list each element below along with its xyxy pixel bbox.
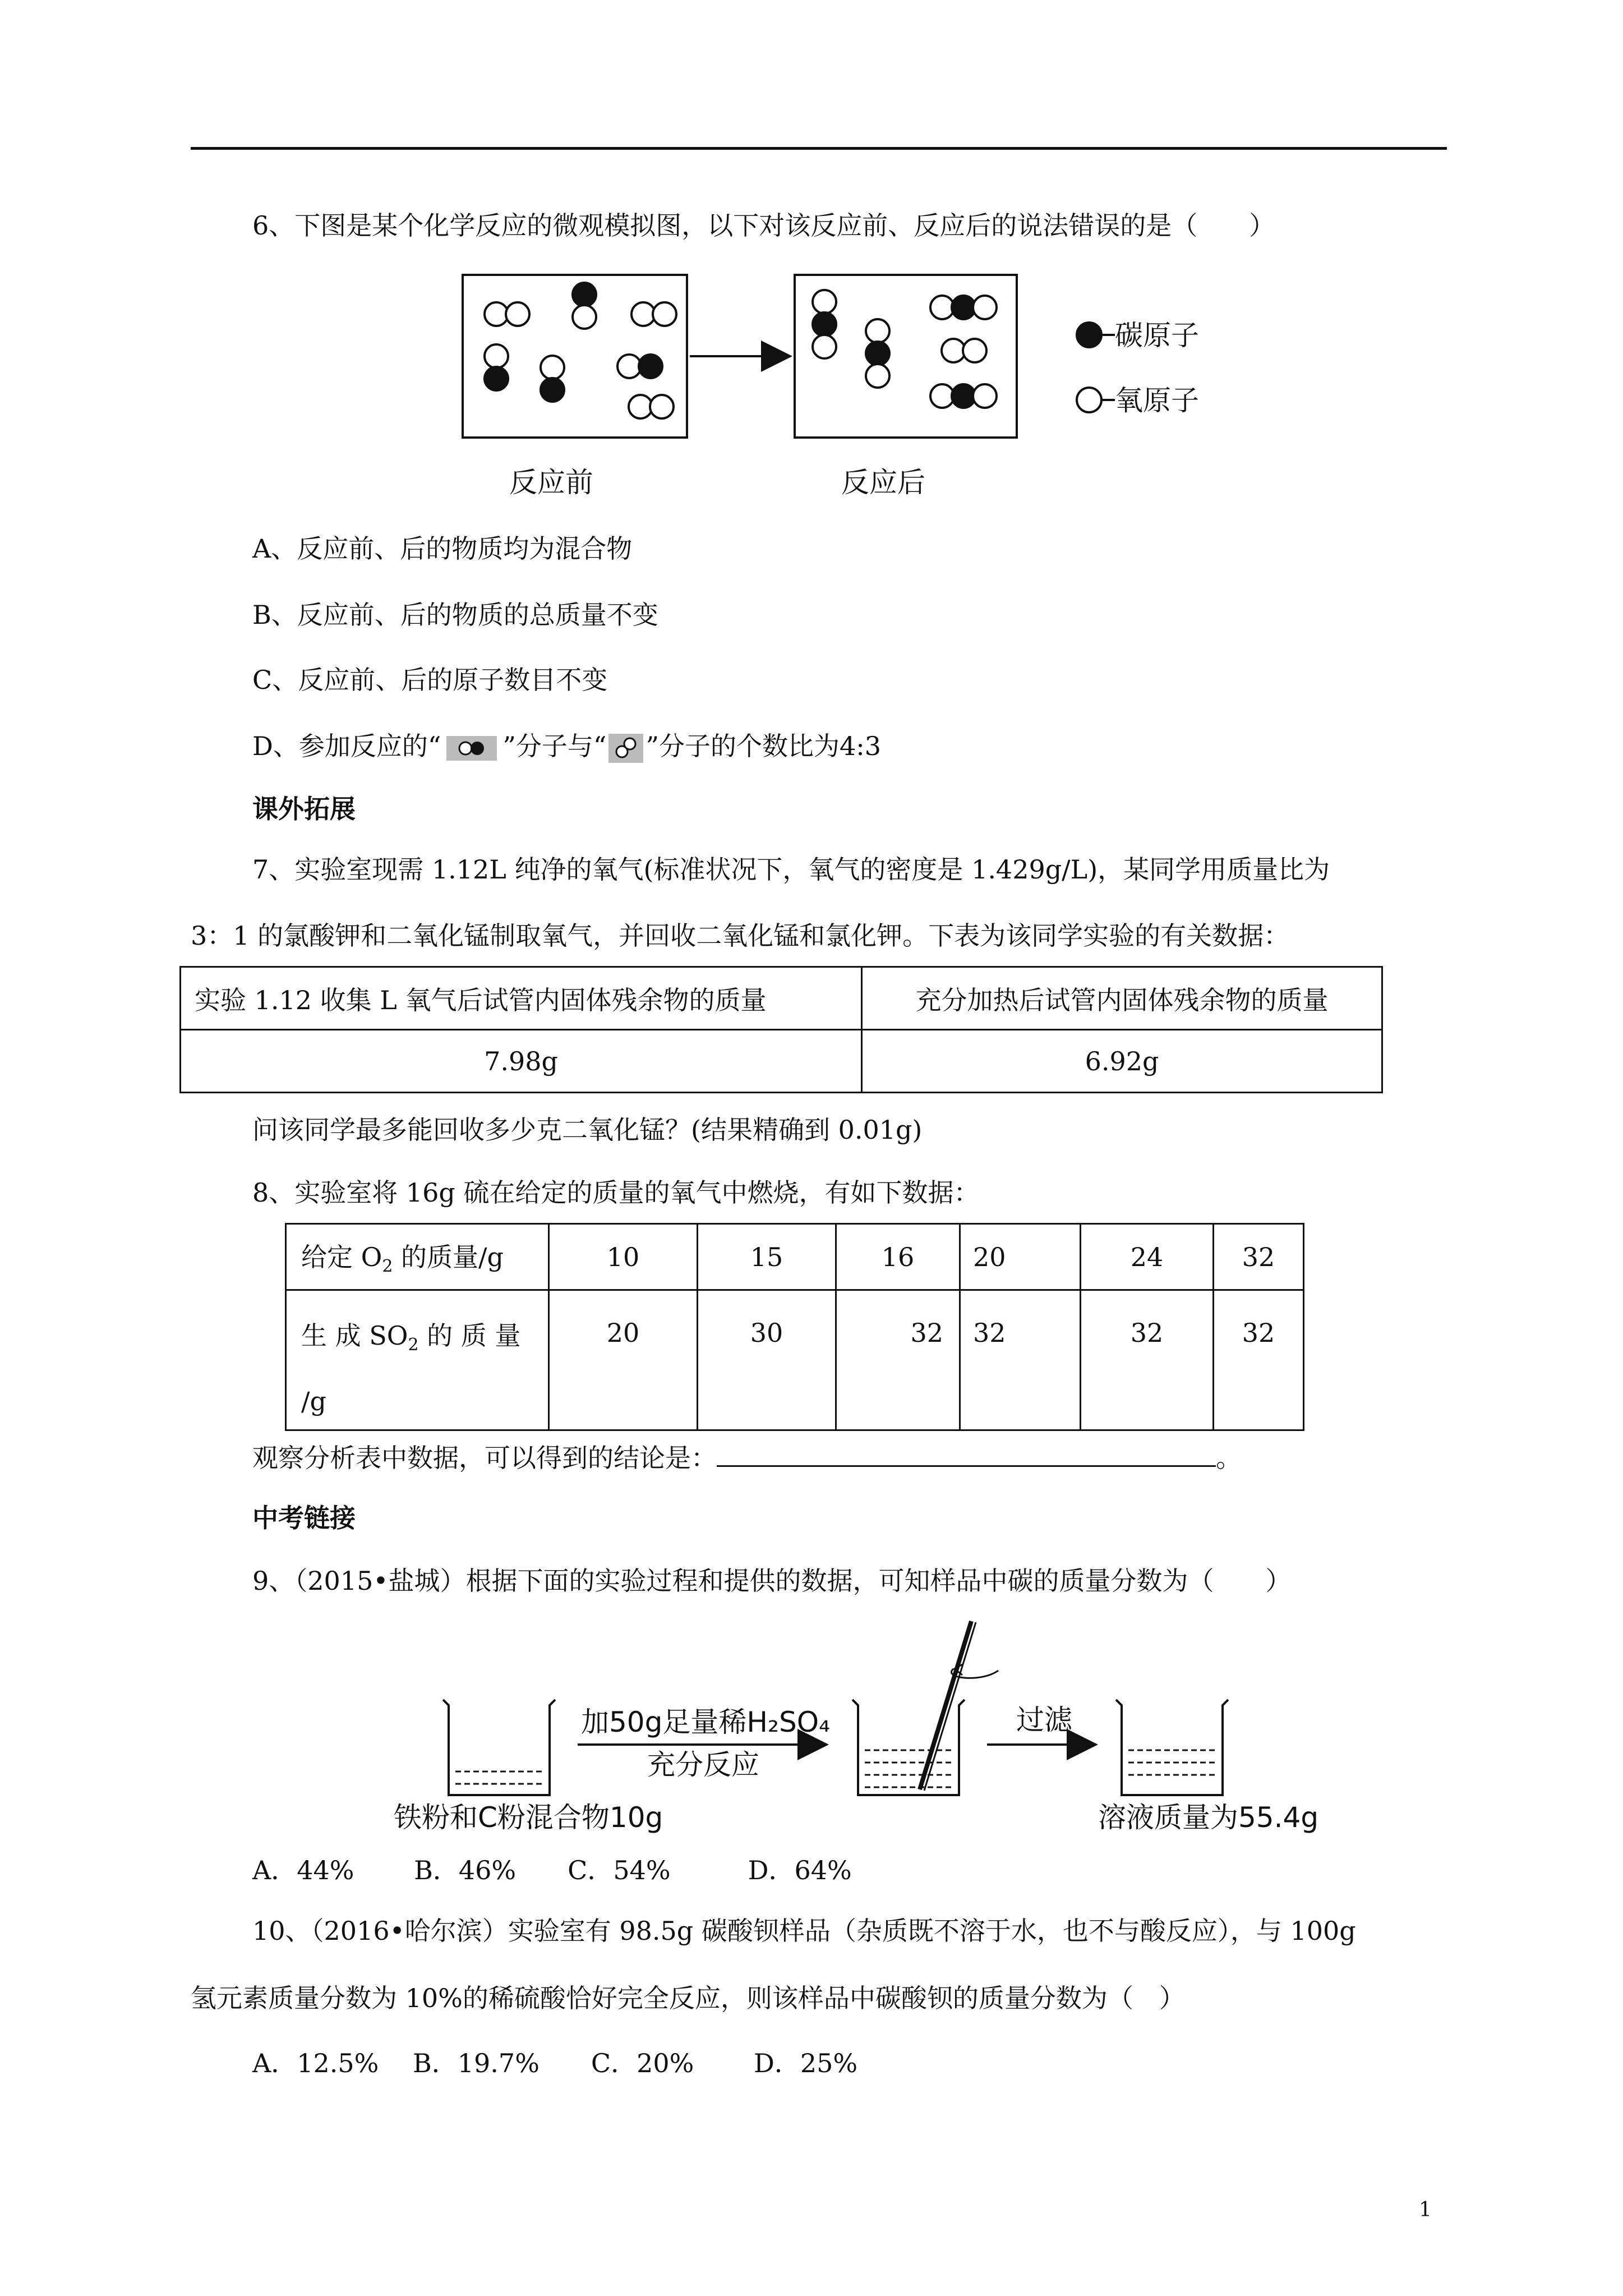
legend-oxygen-label: 氧原子 xyxy=(1115,384,1199,417)
beaker-right xyxy=(1116,1700,1228,1795)
q6-option-d xyxy=(252,729,881,763)
label-after: 反应后 xyxy=(841,466,925,499)
q8-row2-label: 生 成 $SO_2$ 的 质 量 /g xyxy=(286,1290,549,1430)
beaker-left xyxy=(443,1700,555,1795)
q9-options: A．44% B．46% C．54% D．64% xyxy=(252,1855,852,1885)
q6-stem: 6、下图是某个化学反应的微观模拟图，以下对该反应前、反应后的说法错误的是（ ） xyxy=(252,210,1275,241)
q7-value-2: 6.92g xyxy=(862,1030,1382,1093)
q8-stem: 8、实验室将 16g 硫在给定的质量的氧气中燃烧，有如下数据： xyxy=(252,1177,980,1208)
q9-stem: 9、（2015•盐城）根据下面的实验过程和提供的数据，可知样品中碳的质量分数为（ ） xyxy=(252,1566,1292,1596)
q8-conclusion: 观察分析表中数据，可以得到的结论是： 。 xyxy=(252,1439,1242,1475)
q8-so2-cell: 32 xyxy=(1081,1290,1214,1430)
q7-line2: 3：1 的氯酸钾和二氧化锰制取氧气，并回收二氧化锰和氯化钾。下表为该同学实验的有关数据： xyxy=(191,921,1290,951)
mixture-label: 铁粉和C粉混合物10g xyxy=(394,1801,663,1834)
q8-o2-cell: 24 xyxy=(1081,1224,1214,1290)
q8-row1-label: 给定 $O_2$ 的质量/g xyxy=(286,1224,549,1290)
q7-question: 问该同学最多能回收多少克二氧化锰？(结果精确到 0.01g) xyxy=(252,1115,923,1145)
arrow1-label-top: 加50g足量稀H₂SO₄ xyxy=(581,1706,831,1738)
q7-table xyxy=(179,966,1383,1093)
q8-so2-cell: 20 xyxy=(549,1290,698,1430)
co-molecule-icon xyxy=(446,736,497,761)
page-number: 1 xyxy=(1419,2198,1432,2221)
q8-o2-cell: 20 xyxy=(960,1224,1081,1290)
option-d-mid: ”分子与“ xyxy=(502,731,607,761)
section-extension-title: 课外拓展 xyxy=(252,794,356,824)
q7-line1: 7、实验室现需 1.12L 纯净的氧气(标准状况下，氧气的密度是 1.429g/L)，某同学用质量比为 xyxy=(252,854,1330,885)
q6-option-a: A、反应前、后的物质均为混合物 xyxy=(252,533,633,564)
q10-options: A．12.5% B．19.7% C．20% D．25% xyxy=(252,2048,858,2078)
solution-mass-label: 溶液质量为55.4g xyxy=(1098,1801,1319,1834)
glass-rod xyxy=(920,1621,971,1789)
q7-value-1: 7.98g xyxy=(181,1030,862,1093)
q10-line2: 氢元素质量分数为 10%的稀硫酸恰好完全反应，则该样品中碳酸钡的质量分数为（ ） xyxy=(191,1983,1185,2013)
label-before: 反应前 xyxy=(509,466,593,499)
q6-option-b: B、反应前、后的物质的总质量不变 xyxy=(252,600,658,630)
q10-line1: 10、（2016•哈尔滨）实验室有 98.5g 碳酸钡样品（杂质既不溶于水，也不与酸反应），与 100g xyxy=(252,1916,1356,1946)
option-d-prefix: D、参加反应的“ xyxy=(252,731,441,761)
q8-o2-cell: 15 xyxy=(698,1224,836,1290)
q6-option-c: C、反应前、后的原子数目不变 xyxy=(252,665,608,695)
q9-experiment-diagram xyxy=(387,1616,1340,1812)
legend-carbon-icon xyxy=(1077,323,1101,347)
q7-header-residue-after-heating: 充分加热后试管内固体残余物的质量 xyxy=(862,967,1382,1030)
q8-o2-cell: 16 xyxy=(836,1224,960,1290)
q8-so2-cell: 32 xyxy=(960,1290,1081,1430)
q7-header-residue-after-collection: 实验 1.12 收集 L 氧气后试管内固体残余物的质量 xyxy=(181,967,862,1030)
q8-o2-cell: 32 xyxy=(1214,1224,1304,1290)
header-rule xyxy=(191,147,1447,150)
q8-so2-cell: 32 xyxy=(1214,1290,1304,1430)
arrow1-label-bottom: 充分反应 xyxy=(647,1749,759,1781)
legend-carbon-label: 碳原子 xyxy=(1115,319,1199,352)
arrow2-label: 过滤 xyxy=(1016,1704,1072,1736)
q8-table xyxy=(285,1223,1304,1431)
section-exam-title: 中考链接 xyxy=(252,1503,356,1533)
q8-so2-cell: 30 xyxy=(698,1290,836,1430)
beaker-middle xyxy=(852,1621,998,1795)
legend-oxygen-icon xyxy=(1077,388,1101,412)
q8-so2-cell: 32 xyxy=(836,1290,960,1430)
option-d-suffix: ”分子的个数比为4:3 xyxy=(645,731,882,761)
q8-o2-cell: 10 xyxy=(549,1224,698,1290)
answer-blank[interactable] xyxy=(717,1439,1216,1467)
o2-molecule-icon xyxy=(608,734,643,763)
